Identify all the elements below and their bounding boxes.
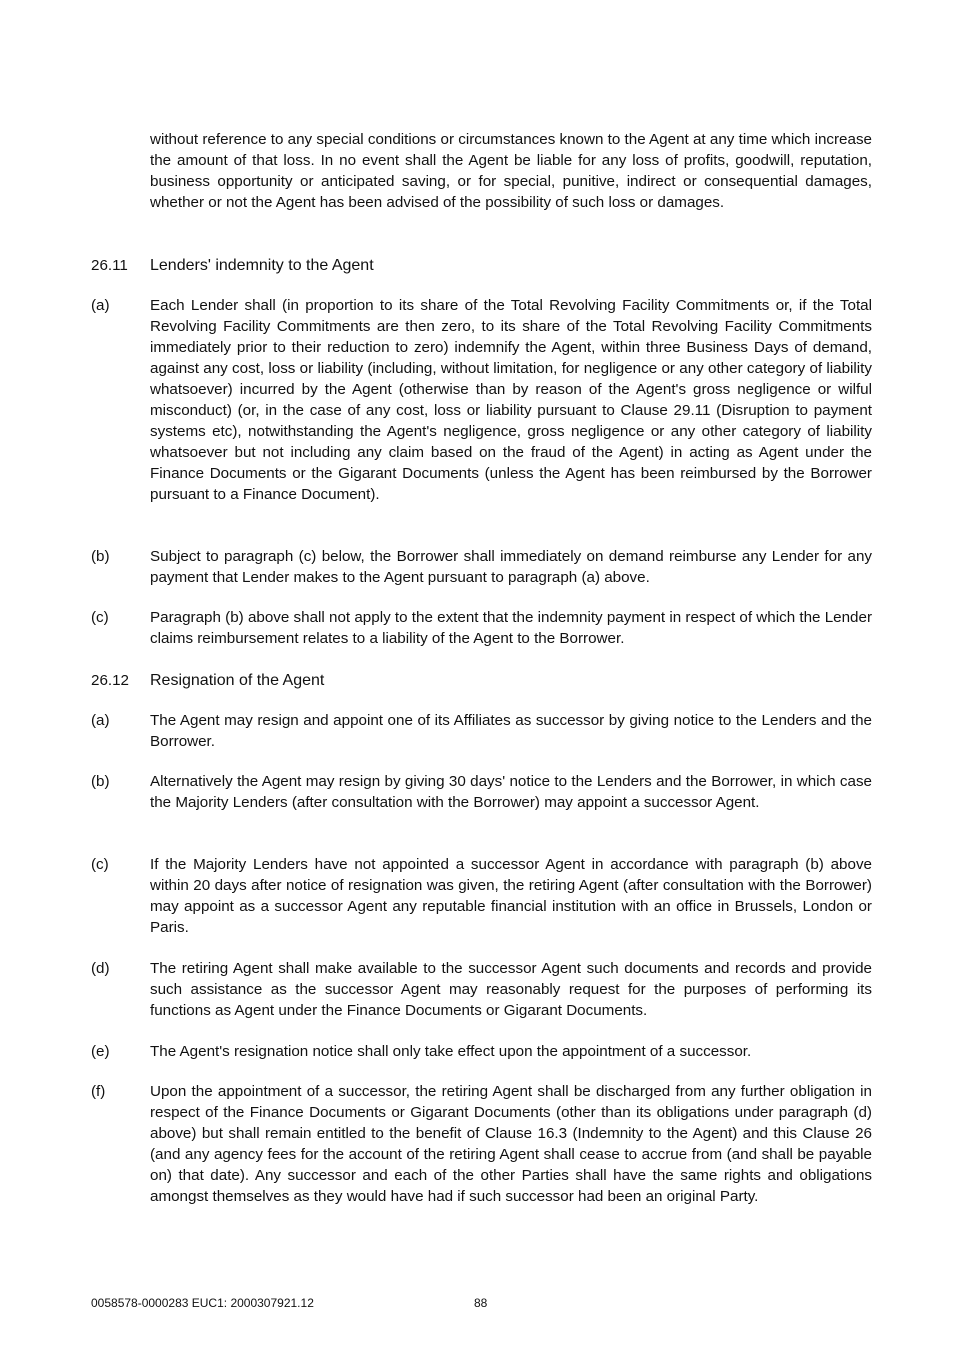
clause-label: (a) [91,712,110,729]
clause-label: (d) [91,960,110,977]
clause-text: Alternatively the Agent may resign by giving 30 days' notice to the Lenders and the Borrower, in which case the Majority Lenders (after consultation with the Borrower) may appoint a successor Agent. [150,773,872,811]
clause-text: If the Majority Lenders have not appointed a successor Agent in accordance with paragraph (b) above within 20 days after notice of resignation was given, the retiring Agent (after consultation with the Borrower) may appoint as a successor Agent any reputable financial institution with an office in Brussels, London or Paris. [150,856,872,936]
clause-text: Paragraph (b) above shall not apply to the extent that the indemnity payment in respect of which the Lender claims reimbursement relates to a liability of the Agent to the Borrower. [150,609,872,647]
clause-text: The Agent may resign and appoint one of its Affiliates as successor by giving notice to the Lenders and the Borrower. [150,712,872,750]
clause-label: (c) [91,856,109,873]
clause-text: Upon the appointment of a successor, the retiring Agent shall be discharged from any further obligation in respect of the Finance Documents or Gigarant Documents (other than its obligations under paragraph (d) above) but shall remain entitled to the benefit of Clause 16.3 (Indemnity to the Agent) and this Clause 26 (and any agency fees for the account of the retiring Agent shall cease to accrue from (and shall be payable on) that date). Any successor and each of the other Parties shall have the same rights and obligations amongst themselves as they would have had if such successor had been an original Party. [150,1083,872,1205]
section-number: 26.11 [91,257,128,274]
footer-page-number: 88 [474,1296,488,1310]
footer-document-reference: 0058578-0000283 EUC1: 2000307921.12 [91,1296,314,1310]
clause-label: (b) [91,773,110,790]
section-title: Resignation of the Agent [150,672,325,689]
clause-label: (f) [91,1083,106,1100]
section-number: 26.12 [91,672,130,689]
clause-label: (c) [91,609,109,626]
clause-label: (a) [91,297,110,314]
clause-text: Subject to paragraph (c) below, the Borrower shall immediately on demand reimburse any Lender for any payment that Lender makes to the Agent pursuant to paragraph (a) above. [150,548,872,586]
section-title: Lenders' indemnity to the Agent [150,257,374,274]
clause-text: Each Lender shall (in proportion to its share of the Total Revolving Facility Commitments or, if the Total Revolving Facility Commitments are then zero, to its share of the Total Revolving Facility Commitments immediately prior to their reduction to zero) indemnify the Agent, within three Business Days of demand, against any cost, loss or liability (including, without limitation, for negligence or any other category of liability whatsoever) incurred by the Agent (otherwise than by reason of the Agent's gross negligence or wilful misconduct) (or, in the case of any cost, loss or liability pursuant to Clause 29.11 (Disruption to payment systems etc), notwithstanding the Agent's negligence, gross negligence or any other category of liability whatsoever but not including any claim based on the fraud of the Agent) in acting as Agent under the Finance Documents or the Gigarant Documents (unless the Agent has been reimbursed by the Borrower pursuant to a Finance Document). [150,297,872,503]
clause-text: The Agent's resignation notice shall only take effect upon the appointment of a successor. [150,1043,752,1060]
clause-text: The retiring Agent shall make available to the successor Agent such documents and records and provide such assistance as the successor Agent may reasonably request for the purposes of performing its functions as Agent under the Finance Documents or Gigarant Documents. [150,960,872,1019]
continuation-paragraph: without reference to any special conditions or circumstances known to the Agent at any time which increase the amount of that loss. In no event shall the Agent be liable for any loss of profits, goodwill, reputation, business opportunity or anticipated saving, or for special, punitive, indirect or consequential damages, whether or not the Agent has been advised of the possibility of such loss or damages. [150,131,872,211]
clause-label: (e) [91,1043,110,1060]
clause-label: (b) [91,548,110,565]
